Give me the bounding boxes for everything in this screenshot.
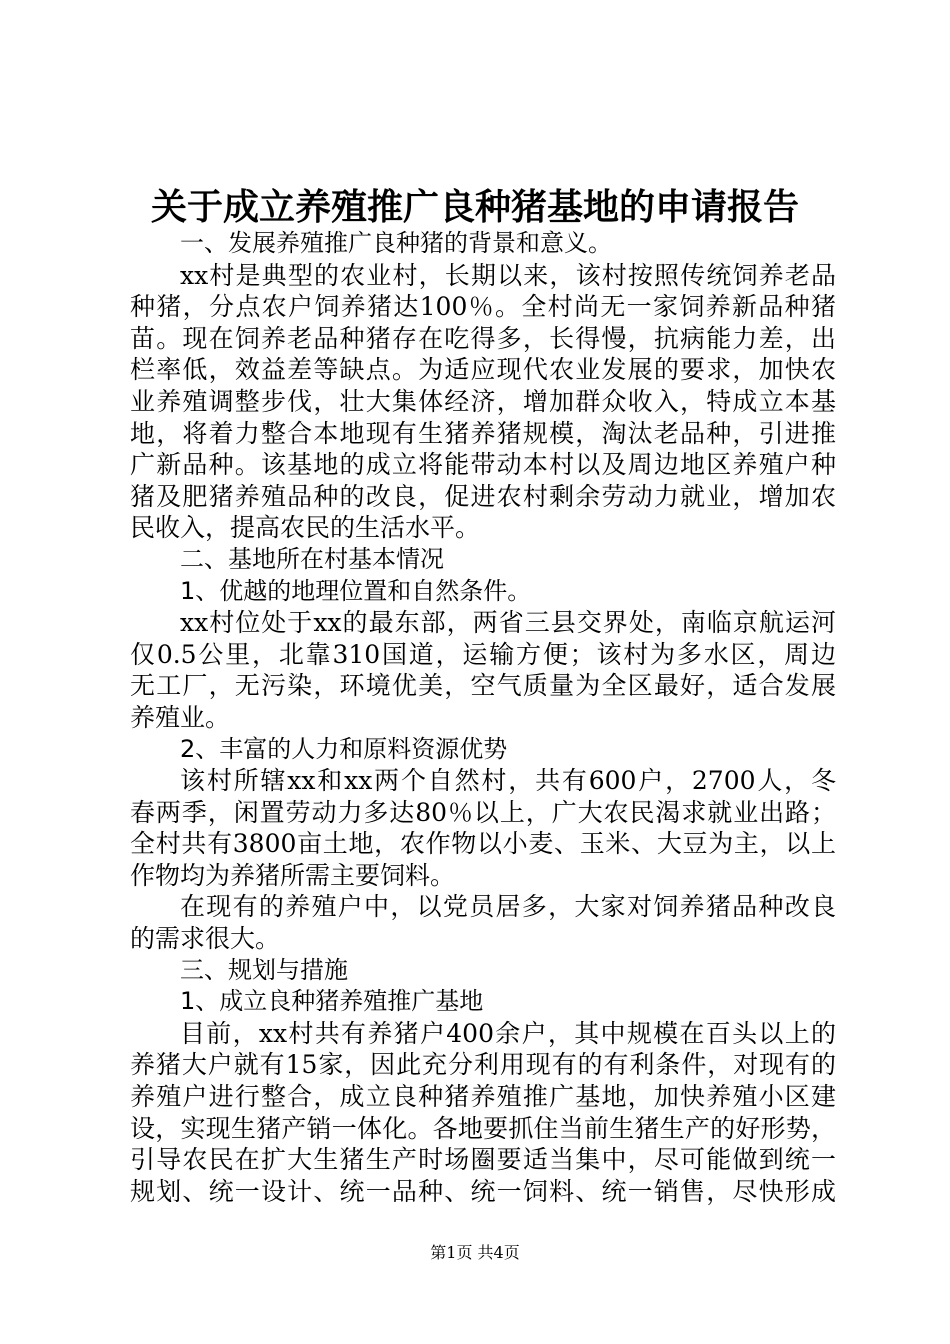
paragraph-last-line: 作物均为养猪所需主要饲料。 [130, 860, 456, 890]
paragraph-first-line: 在现有的养殖户中，以党员居多，大家对饲养猪品种改良 [180, 892, 836, 922]
paragraph-line: 仅0.5公里，北靠310国道，运输方便；该村为多水区，周边 [130, 639, 836, 669]
paragraph-last-line: 养殖业。 [130, 702, 231, 732]
paragraph-line: 引导农民在扩大生猪生产时场圈要适当集中，尽可能做到统一 [130, 1145, 836, 1175]
page-footer: 第1页 共4页 [430, 1243, 520, 1262]
paragraph-first-line: 该村所辖xx和xx两个自然村，共有600户，2700人，冬 [180, 766, 836, 796]
paragraph-line: 苗。现在饲养老品种猪存在吃得多，长得慢，抗病能力差，出 [130, 323, 836, 353]
paragraph-line: 地，将着力整合本地现有生猪养猪规模，淘汰老品种，引进推 [130, 418, 836, 448]
paragraph-line: 养猪大户就有15家，因此充分利用现有的有利条件，对现有的 [130, 1050, 836, 1080]
paragraph-line: 业养殖调整步伐，壮大集体经济，增加群众收入，特成立本基 [130, 386, 836, 416]
paragraph-line: 养殖户进行整合，成立良种猪养殖推广基地，加快养殖小区建 [130, 1082, 836, 1112]
paragraph-first-line: xx村是典型的农业村，长期以来，该村按照传统饲养老品 [180, 260, 836, 290]
section-heading: 一、发展养殖推广良种猪的背景和意义。 [180, 229, 612, 257]
paragraph-line: 设，实现生猪产销一体化。各地要抓住当前生猪生产的好形势， [130, 1113, 836, 1143]
section-heading: 1、成立良种猪养殖推广基地 [180, 987, 484, 1016]
document-title: 关于成立养殖推广良种猪基地的申请报告 [150, 187, 799, 228]
section-heading: 三、规划与措施 [180, 955, 348, 984]
paragraph-last-line: 民收入，提高农民的生活水平。 [130, 513, 481, 543]
paragraph-line: 猪及肥猪养殖品种的改良，促进农村剩余劳动力就业，增加农 [130, 481, 836, 511]
paragraph-line: 种猪，分点农户饲养猪达100％。全村尚无一家饲养新品种猪 [130, 292, 836, 322]
paragraph-line: 全村共有3800亩土地，农作物以小麦、玉米、大豆为主，以上 [130, 829, 836, 859]
paragraph-first-line: 目前，xx村共有养猪户400余户，其中规模在百头以上的 [180, 1018, 836, 1048]
paragraph-line: 栏率低，效益差等缺点。为适应现代农业发展的要求，加快农 [130, 355, 836, 385]
paragraph-line: 无工厂，无污染，环境优美，空气质量为全区最好，适合发展 [130, 671, 836, 701]
section-heading: 2、丰富的人力和原料资源优势 [180, 734, 508, 763]
document-body [130, 228, 836, 1207]
section-heading: 二、基地所在村基本情况 [180, 544, 444, 573]
paragraph-line: 规划、统一设计、统一品种、统一饲料、统一销售，尽快形成 [130, 1176, 836, 1206]
paragraph-first-line: xx村位处于xx的最东部，两省三县交界处，南临京航运河 [180, 608, 836, 638]
paragraph-line: 广新品种。该基地的成立将能带动本村以及周边地区养殖户种 [130, 450, 836, 480]
paragraph-line: 春两季，闲置劳动力多达80％以上，广大农民渴求就业出路； [130, 797, 836, 827]
section-heading: 1、优越的地理位置和自然条件。 [180, 576, 532, 605]
paragraph-last-line: 的需求很大。 [130, 924, 281, 954]
